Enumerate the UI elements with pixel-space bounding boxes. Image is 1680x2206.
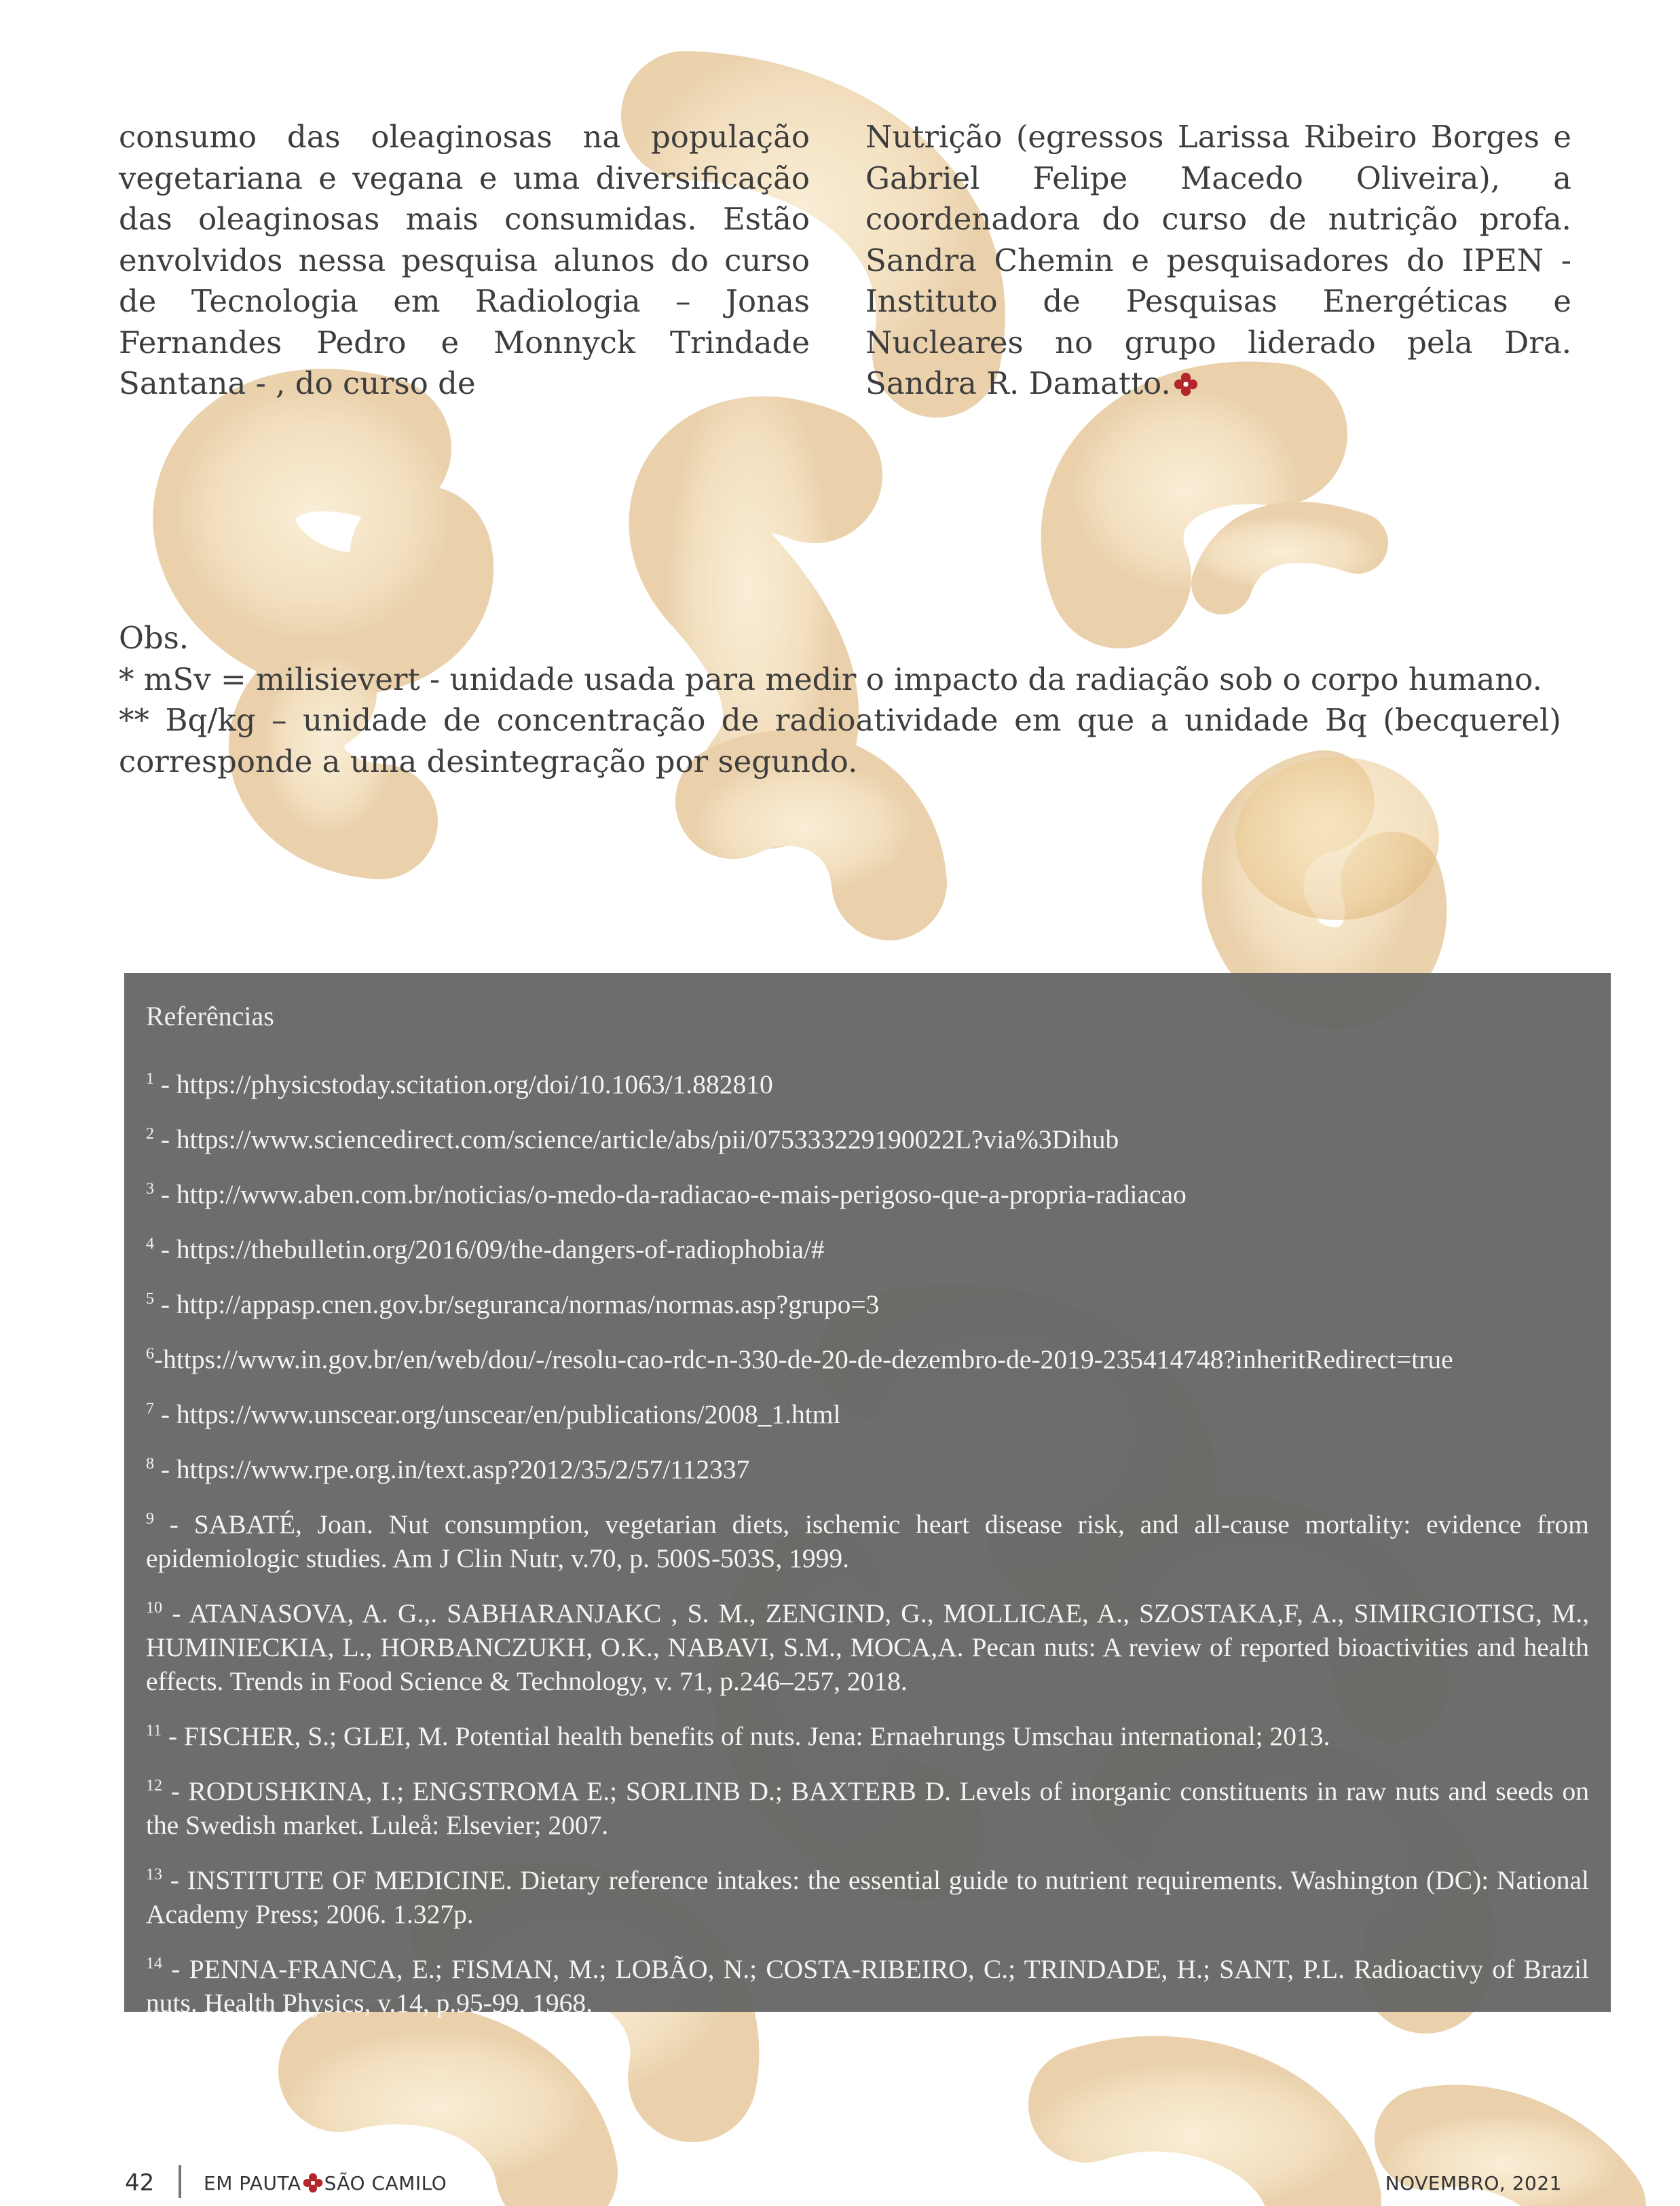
footer-divider — [179, 2165, 181, 2198]
reference-item — [146, 1858, 1589, 1931]
reference-text: - https://physicstoday.scitation.org/doi/10.1063/1.882810 — [154, 1069, 773, 1099]
reference-text: - https://thebulletin.org/2016/09/the-dangers-of-radiophobia/# — [154, 1234, 825, 1264]
reference-text: - http://www.aben.com.br/noticias/o-medo-da-radiacao-e-mais-perigoso-que-a-propria-radiacao — [154, 1179, 1187, 1209]
reference-number: 14 — [146, 1955, 162, 1972]
reference-item — [146, 1282, 1589, 1321]
reference-text: - PENNA-FRANCA, E.; FISMAN, M.; LOBÃO, N.; COSTA-RIBEIRO, C.; TRINDADE, H.; SANT, P.L. Radioactivy of Brazil nuts. Health Physics, v.14, p.95-99, 1968. — [146, 1954, 1589, 2018]
reference-number: 4 — [146, 1235, 154, 1253]
brand-sao-camilo: SÃO CAMILO — [324, 2172, 447, 2194]
references-list — [146, 1062, 1589, 2020]
reference-text: - https://www.rpe.org.in/text.asp?2012/35/2/57/112337 — [154, 1454, 750, 1484]
references-title: Referências — [146, 1001, 274, 1031]
reference-number: 5 — [146, 1290, 154, 1308]
reference-item — [146, 1337, 1589, 1376]
reference-text: - ATANASOVA, A. G.,. SABHARANJAKC , S. M., ZENGIND, G., MOLLICAE, A., SZOSTAKA,F, A., SIMIRGIOTISG, M., HUMINIECKIA, L., HORBANCZUKH, O.K., NABAVI, S.M., MOCA,A. Pecan nuts: A review of reported bioactivities and health effects. Trends in Food Science & Technology, v. 71, p.246–257, 2018. — [146, 1598, 1589, 1696]
reference-number: 11 — [146, 1722, 162, 1740]
reference-number: 2 — [146, 1125, 154, 1143]
page-footer — [0, 2169, 1680, 2203]
brand-em-pauta: EM PAUTA — [204, 2172, 301, 2194]
reference-text: - SABATÉ, Joan. Nut consumption, vegetarian diets, ischemic heart disease risk, and all-cause mortality: evidence from epidemiologic studies. Am J Clin Nutr, v.70, p. 500S-503S, 1999. — [146, 1509, 1589, 1573]
reference-item — [146, 1062, 1589, 1101]
observations-block — [119, 618, 1561, 782]
reference-item — [146, 1447, 1589, 1486]
reference-text: - https://www.unscear.org/unscear/en/publications/2008_1.html — [154, 1399, 841, 1429]
reference-number: 9 — [146, 1510, 154, 1528]
reference-text: -https://www.in.gov.br/en/web/dou/-/resolu-cao-rdc-n-330-de-20-de-dezembro-de-2019-235414748?inheritRedirect=true — [154, 1344, 1453, 1374]
reference-number: 10 — [146, 1599, 162, 1617]
sao-camilo-cross-icon — [303, 2173, 323, 2193]
article-left-text: consumo das oleaginosas na população vegetariana e vegana e uma diversificação das oleaginosas mais consumidas. Estão envolvidos nessa pesquisa alunos do curso de Tecnologia em Radiologia – Jonas Fernandes Pedro e Monnyck Trindade Santana - , do curso de — [119, 119, 810, 401]
issue-date: NOVEMBRO, 2021 — [1385, 2172, 1562, 2194]
reference-number: 1 — [146, 1070, 154, 1088]
reference-item — [146, 1591, 1589, 1698]
magazine-brand — [204, 2172, 447, 2194]
end-of-article-cross-icon — [1174, 372, 1198, 397]
reference-number: 8 — [146, 1455, 154, 1473]
reference-item — [146, 1769, 1589, 1842]
reference-number: 12 — [146, 1777, 162, 1795]
reference-item — [146, 1502, 1589, 1575]
reference-item — [146, 1117, 1589, 1156]
article-left-column — [119, 117, 810, 405]
reference-text: - FISCHER, S.; GLEI, M. Potential health benefits of nuts. Jena: Ernaehrungs Umschau international; 2013. — [162, 1721, 1330, 1751]
references-box — [124, 973, 1611, 2018]
reference-number: 3 — [146, 1180, 154, 1198]
reference-item — [146, 1172, 1589, 1211]
reference-text: - RODUSHKINA, I.; ENGSTROMA E.; SORLINB D.; BAXTERB D. Levels of inorganic constituents in raw nuts and seeds on the Swedish market. Luleå: Elsevier; 2007. — [146, 1776, 1589, 1840]
reference-text: - http://appasp.cnen.gov.br/seguranca/normas/normas.asp?grupo=3 — [154, 1289, 880, 1319]
reference-number: 13 — [146, 1866, 162, 1883]
reference-item — [146, 1227, 1589, 1266]
reference-text: - INSTITUTE OF MEDICINE. Dietary reference intakes: the essential guide to nutrient requirements. Washington (DC): National Academy Press; 2006. 1.327p. — [146, 1865, 1589, 1929]
reference-item — [146, 1947, 1589, 2020]
observation-bqkg: ** Bq/kg – unidade de concentração de radioatividade em que a unidade Bq (becquerel) corresponde a uma desintegração por segundo. — [119, 702, 1561, 779]
reference-number: 6 — [146, 1345, 154, 1363]
observations-heading: Obs. — [119, 620, 189, 656]
reference-text: - https://www.sciencedirect.com/science/article/abs/pii/075333229190022L?via%3Dihub — [154, 1124, 1119, 1154]
page-number: 42 — [125, 2169, 155, 2196]
reference-number: 7 — [146, 1400, 154, 1418]
reference-item — [146, 1392, 1589, 1431]
article-right-column — [865, 117, 1571, 405]
article-right-text: Nutrição (egressos Larissa Ribeiro Borges e Gabriel Felipe Macedo Oliveira), a coordenadora do curso de nutrição profa. Sandra Chemin e pesquisadores do IPEN - Instituto de Pesquisas Energéticas e Nucleares no grupo liderado pela Dra. Sandra R. Damatto. — [865, 119, 1571, 401]
reference-item — [146, 1714, 1589, 1753]
observation-msv: * mSv = milisievert - unidade usada para medir o impacto da radiação sob o corpo humano. — [119, 661, 1542, 697]
